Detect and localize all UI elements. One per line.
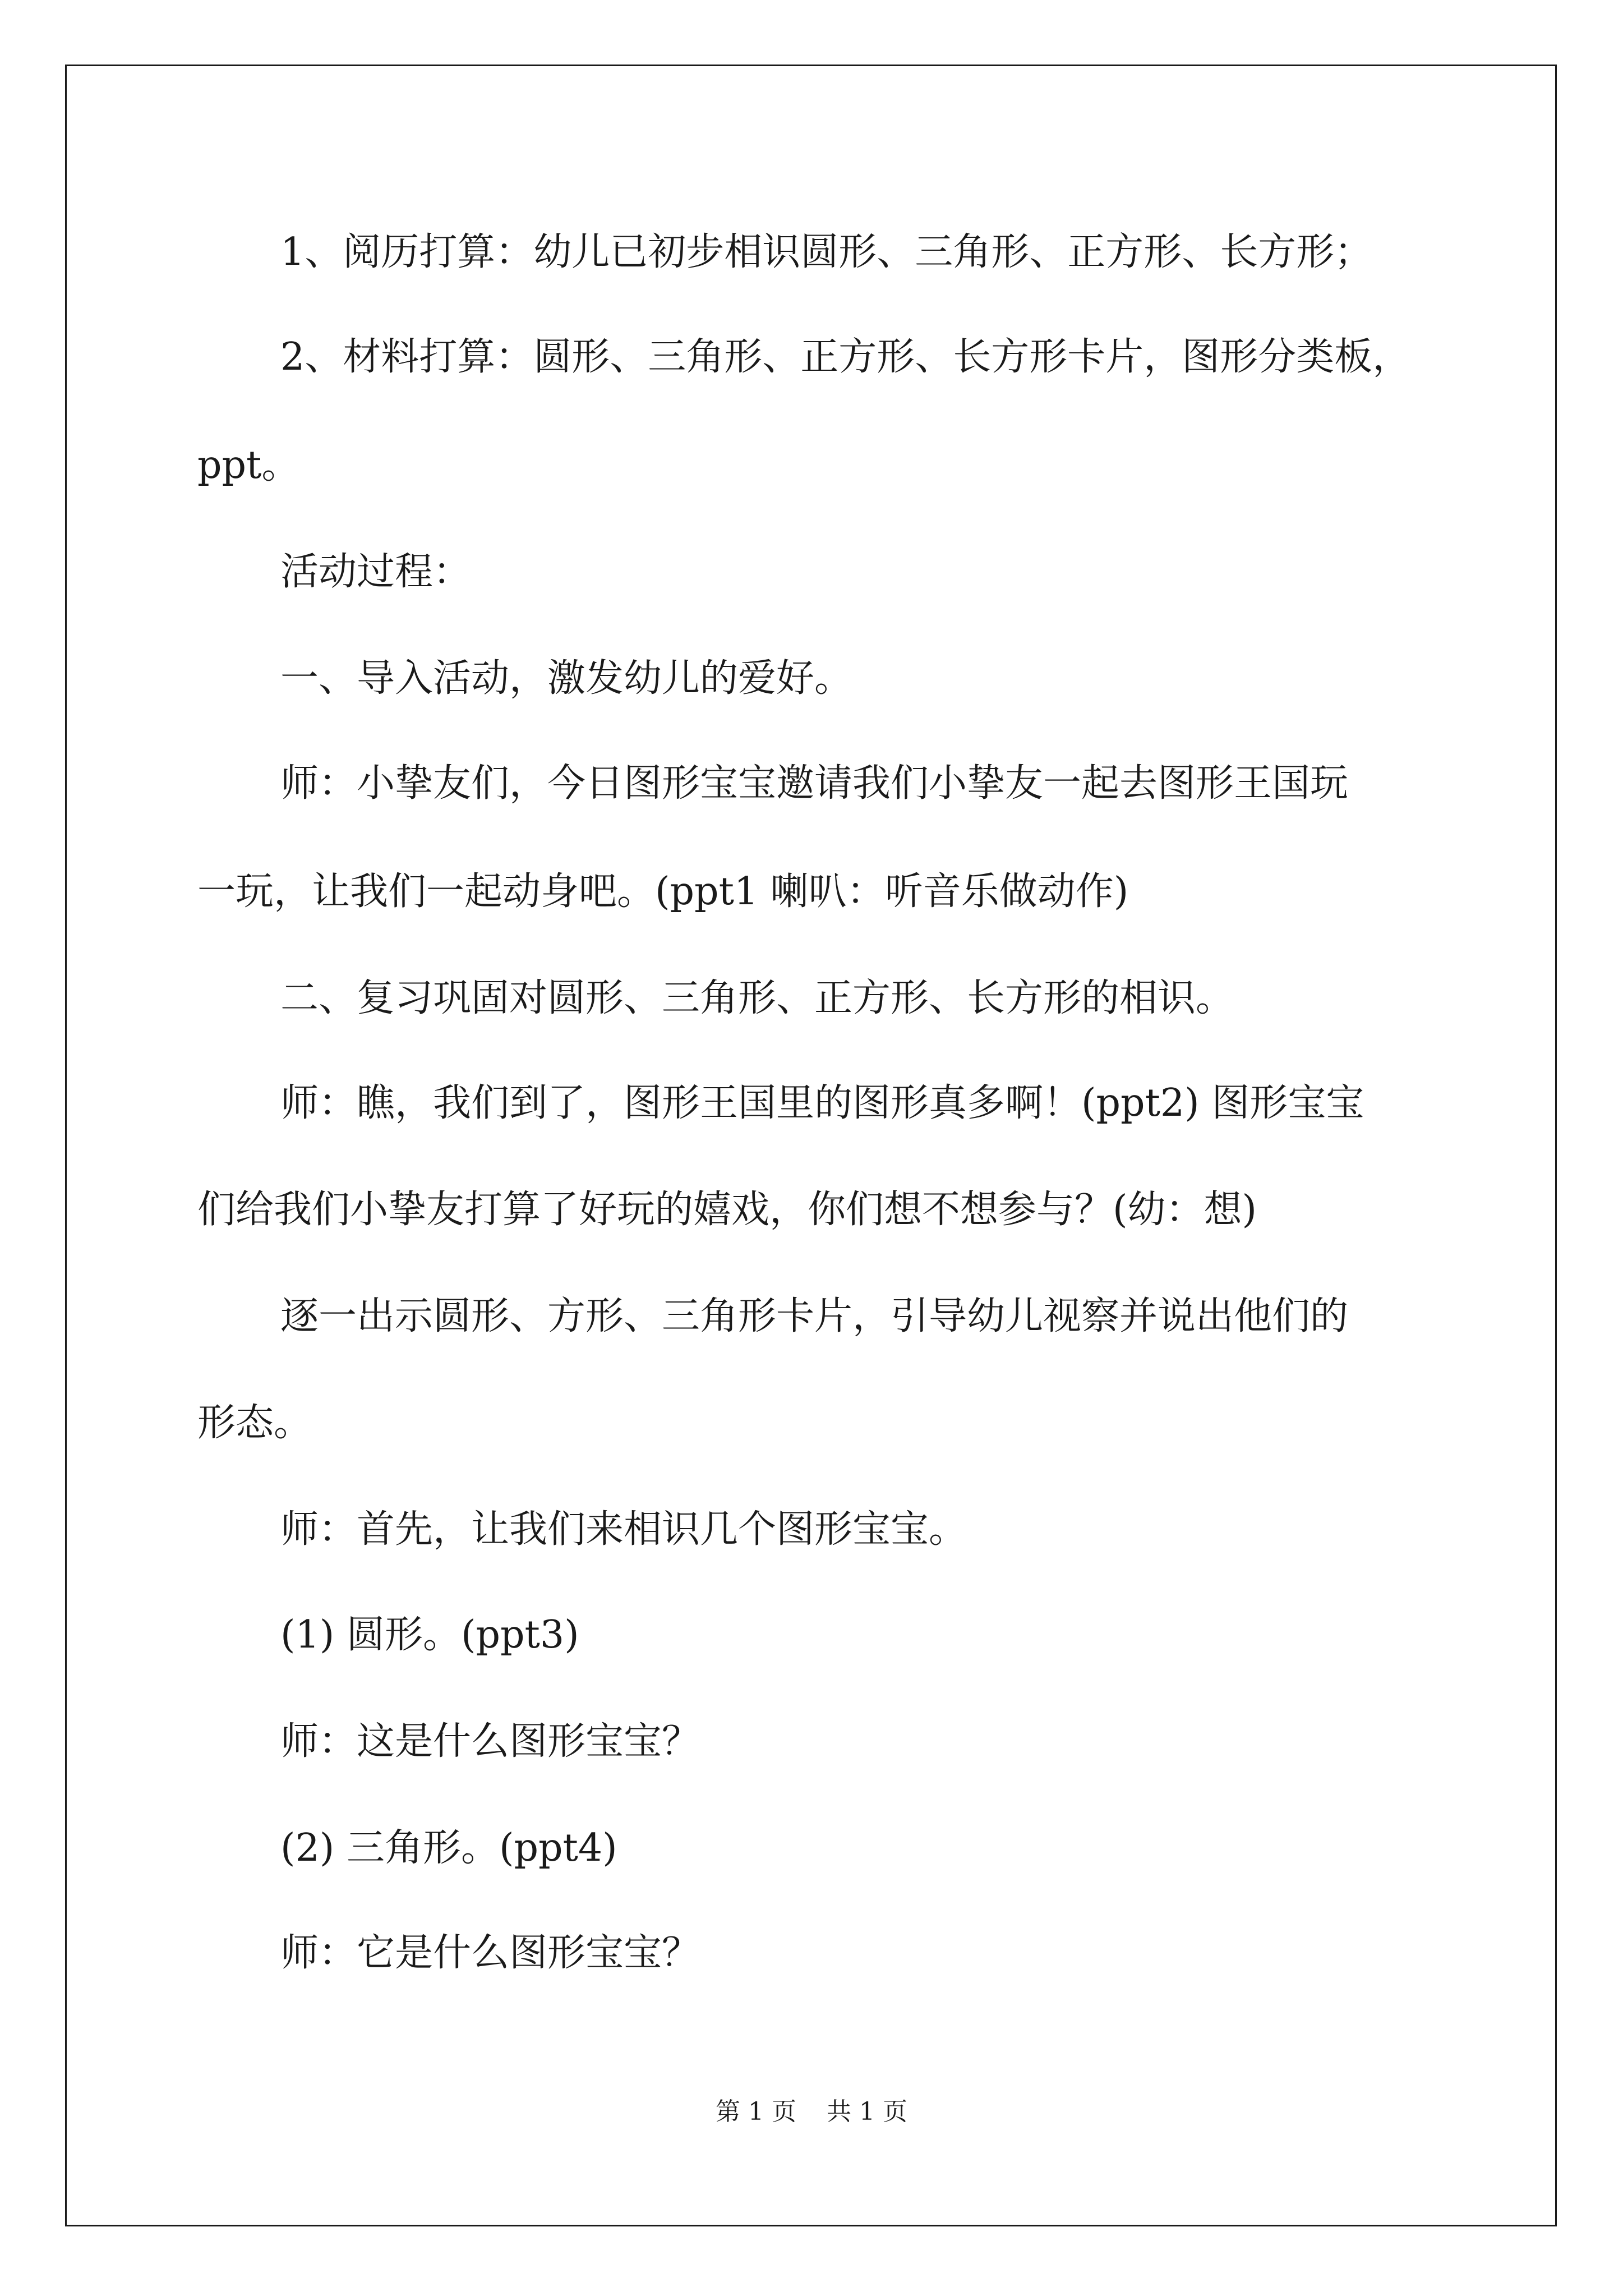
text-line: 师：它是什么图形宝宝？ bbox=[280, 1931, 700, 1975]
page-number: 第 1 页 bbox=[716, 2097, 796, 2126]
text-line: 逐一出示圆形、方形、三角形卡片，引导幼儿视察并说出他们的 bbox=[280, 1294, 1349, 1338]
page-footer bbox=[0, 2091, 1623, 2127]
text-line: 师：这是什么图形宝宝？ bbox=[280, 1719, 700, 1764]
text-line: 师：小挚友们，今日图形宝宝邀请我们小挚友一起去图形王国玩 bbox=[280, 761, 1349, 806]
text-line: 师：瞧，我们到了，图形王国里的图形真多啊！(ppt2) 图形宝宝 bbox=[280, 1081, 1364, 1125]
text-line: (2) 三角形。(ppt4) bbox=[280, 1826, 617, 1870]
text-line: 形态。 bbox=[197, 1401, 312, 1445]
text-line: 一玩，让我们一起动身吧。(ppt1 喇叭：听音乐做动作) bbox=[197, 869, 1129, 914]
page-border bbox=[65, 65, 1557, 2226]
text-line: ppt。 bbox=[197, 443, 300, 487]
text-line: (1) 圆形。(ppt3) bbox=[280, 1613, 579, 1657]
page-total: 共 1 页 bbox=[827, 2097, 907, 2126]
text-line: 2、材料打算：圆形、三角形、正方形、长方形卡片，图形分类板， bbox=[280, 335, 1411, 379]
text-line: 一、导入活动，激发幼儿的爱好。 bbox=[280, 656, 853, 701]
text-line: 师：首先，让我们来相识几个图形宝宝。 bbox=[280, 1507, 967, 1552]
text-line: 1、阅历打算：幼儿已初步相识圆形、三角形、正方形、长方形； bbox=[280, 230, 1373, 274]
text-line: 二、复习巩固对圆形、三角形、正方形、长方形的相识。 bbox=[280, 976, 1234, 1020]
text-line: 们给我们小挚友打算了好玩的嬉戏，你们想不想参与？(幼：想) bbox=[197, 1188, 1257, 1232]
text-line: 活动过程： bbox=[280, 550, 472, 594]
